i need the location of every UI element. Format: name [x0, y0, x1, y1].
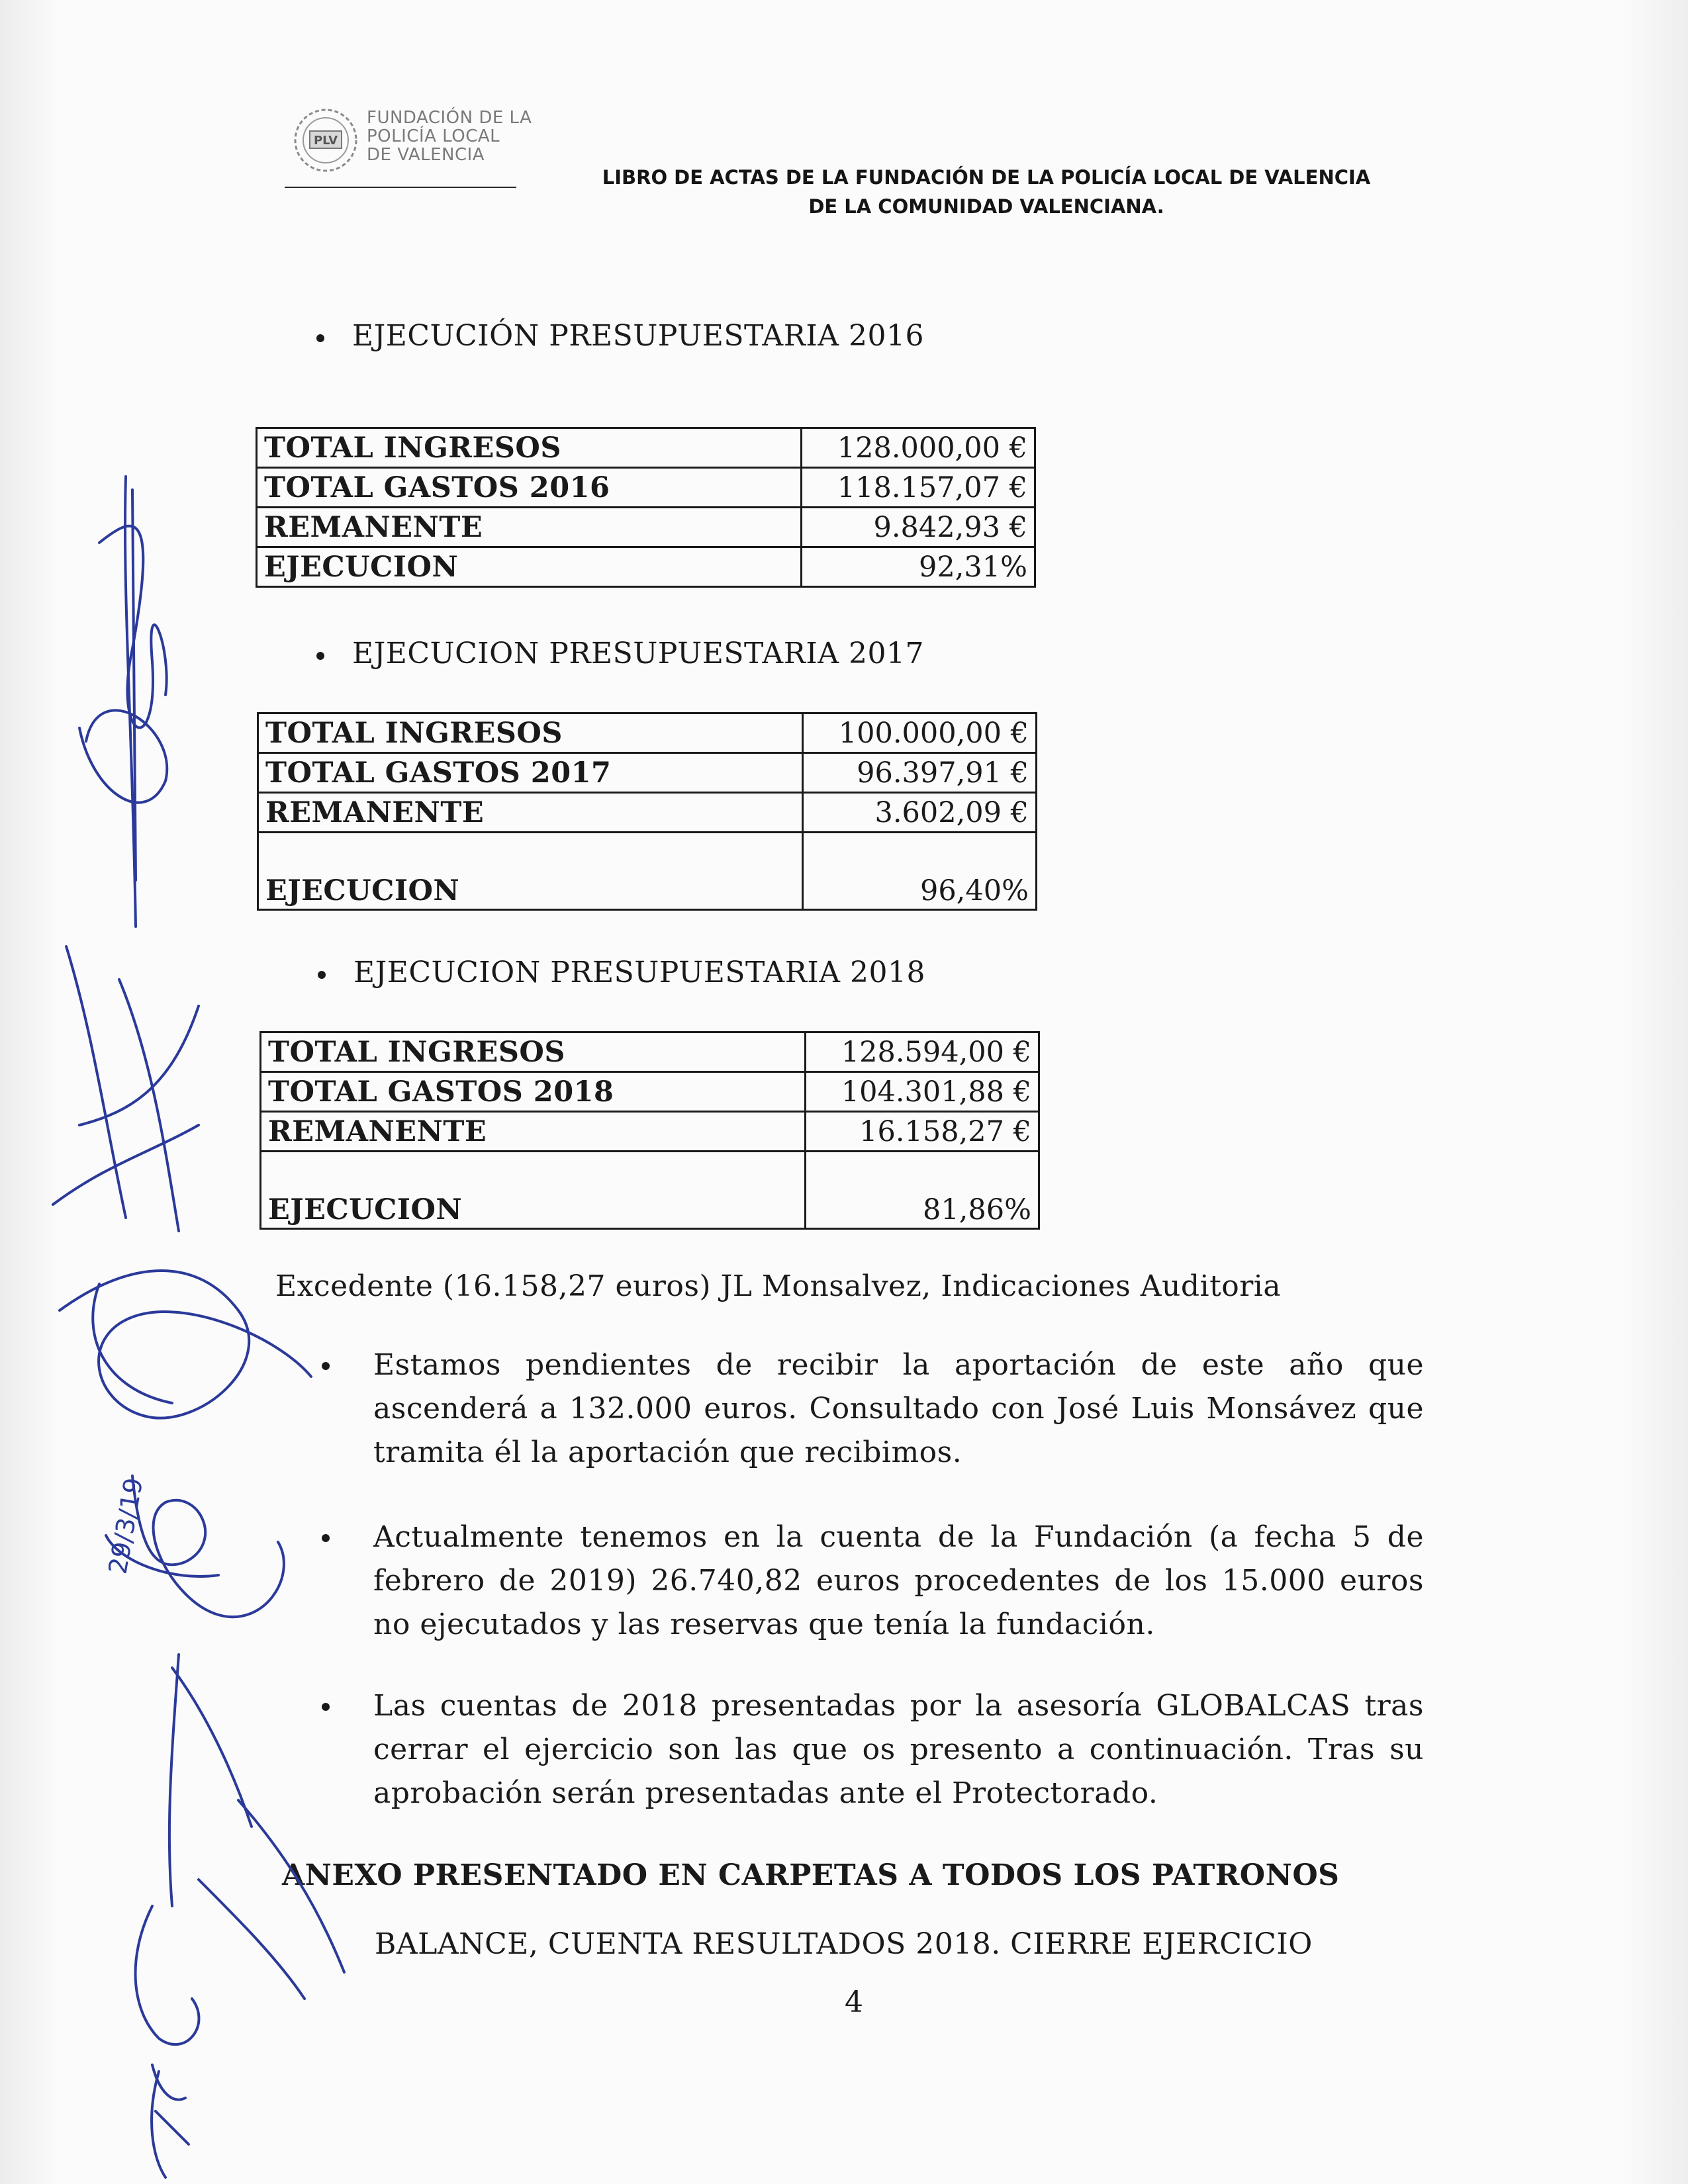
list-item: [322, 1684, 1424, 1815]
paragraph-text: Actualmente tenemos en la cuenta de la Fundación (a fecha 5 de febrero de 2019) 26.740,82 euros procedentes de los 15.000 euros no ejecutados y las reservas que tenía la fundación.: [373, 1520, 1424, 1641]
table-row: [258, 793, 1037, 833]
table-row: [261, 1072, 1039, 1112]
section-heading-2017: [316, 637, 924, 670]
signature-5: [106, 1476, 284, 1617]
signature-4: [60, 1271, 311, 1418]
header-title-line-1: LIBRO DE ACTAS DE LA FUNDACIÓN DE LA POLICÍA LOCAL DE VALENCIA: [602, 166, 1371, 189]
bullet-icon: [316, 334, 324, 342]
row-label: EJECUCION: [258, 833, 803, 910]
row-value: 96.397,91 €: [803, 753, 1037, 793]
header-rule: [285, 187, 516, 188]
bullet-icon: [322, 1534, 330, 1542]
handwritten-date: 29/3/19: [103, 1475, 149, 1576]
row-label: EJECUCION: [261, 1152, 806, 1229]
bullet-icon: [316, 652, 324, 660]
row-label: EJECUCION: [257, 547, 802, 587]
table-row: [257, 547, 1035, 587]
row-value: 16.158,27 €: [806, 1112, 1039, 1152]
scan-shadow-right: [1622, 0, 1688, 2184]
row-value: 128.000,00 €: [802, 428, 1035, 468]
logo-line-3: DE VALENCIA: [367, 145, 485, 165]
logo-seal-icon: [291, 106, 360, 175]
table-row: [258, 833, 1037, 910]
row-value: 96,40%: [803, 833, 1037, 910]
logo-initials: PLV: [313, 134, 338, 148]
section-heading-2018-text: EJECUCION PRESUPUESTARIA 2018: [353, 956, 925, 989]
row-label: REMANENTE: [261, 1112, 806, 1152]
row-label: TOTAL INGRESOS: [261, 1032, 806, 1072]
document-header-title: [516, 163, 1456, 221]
section-heading-2016: [316, 319, 924, 353]
budget-table-2016: [256, 427, 1036, 588]
row-value: 9.842,93 €: [802, 508, 1035, 547]
row-label: TOTAL INGRESOS: [258, 713, 803, 753]
table-row: [257, 428, 1035, 468]
signature-7: [136, 1906, 199, 2177]
budget-table-2017: [257, 712, 1037, 911]
section-heading-2016-text: EJECUCIÓN PRESUPUESTARIA 2016: [352, 319, 924, 353]
bullet-icon: [322, 1362, 330, 1370]
table-row: [257, 468, 1035, 508]
logo-line-1: FUNDACIÓN DE LA: [367, 108, 532, 128]
row-value: 92,31%: [802, 547, 1035, 587]
annex-subtitle: BALANCE, CUENTA RESULTADOS 2018. CIERRE EJERCICIO: [375, 1927, 1313, 1961]
row-value: 81,86%: [806, 1152, 1039, 1229]
row-label: REMANENTE: [257, 508, 802, 547]
bullet-icon: [318, 971, 326, 979]
row-value: 118.157,07 €: [802, 468, 1035, 508]
annex-title: ANEXO PRESENTADO EN CARPETAS A TODOS LOS PATRONOS: [282, 1858, 1340, 1892]
row-value: 3.602,09 €: [803, 793, 1037, 833]
logo-line-2: POLICÍA LOCAL: [367, 126, 500, 146]
section-heading-2017-text: EJECUCION PRESUPUESTARIA 2017: [352, 637, 924, 670]
excedente-note: Excedente (16.158,27 euros) JL Monsalvez, Indicaciones Auditoria: [275, 1269, 1282, 1303]
signature-3: [53, 946, 199, 1231]
foundation-logo: [291, 106, 532, 179]
list-item: [322, 1343, 1424, 1475]
table-row: [261, 1032, 1039, 1072]
header-title-line-2: DE LA COMUNIDAD VALENCIANA.: [808, 195, 1164, 218]
signature-1: [99, 477, 167, 927]
row-label: REMANENTE: [258, 793, 803, 833]
row-value: 128.594,00 €: [806, 1032, 1039, 1072]
table-row: [261, 1112, 1039, 1152]
logo-text: [367, 109, 532, 164]
signature-2: [79, 490, 167, 880]
row-label: TOTAL GASTOS 2016: [257, 468, 802, 508]
list-item: [322, 1516, 1424, 1647]
row-label: TOTAL INGRESOS: [257, 428, 802, 468]
row-label: TOTAL GASTOS 2018: [261, 1072, 806, 1112]
row-value: 104.301,88 €: [806, 1072, 1039, 1112]
paragraph-text: Las cuentas de 2018 presentadas por la asesoría GLOBALCAS tras cerrar el ejercicio son las que os presento a continuación. Tras su aprobación serán presentadas ante el Protectorado.: [373, 1689, 1424, 1810]
signature-8: [152, 2065, 189, 2144]
section-heading-2018: [318, 956, 925, 989]
row-label: TOTAL GASTOS 2017: [258, 753, 803, 793]
row-value: 100.000,00 €: [803, 713, 1037, 753]
table-row: [258, 753, 1037, 793]
paragraph-text: Estamos pendientes de recibir la aportación de este año que ascenderá a 132.000 euros. Consultado con José Luis Monsávez que tramita él la aportación que recibimos.: [373, 1348, 1424, 1469]
table-row: [258, 713, 1037, 753]
page-number: 4: [845, 1985, 863, 2019]
table-row: [261, 1152, 1039, 1229]
table-row: [257, 508, 1035, 547]
signature-6: [169, 1655, 344, 1999]
budget-table-2018: [259, 1031, 1040, 1230]
bullet-icon: [322, 1703, 330, 1711]
scan-shadow-left: [0, 0, 60, 2184]
